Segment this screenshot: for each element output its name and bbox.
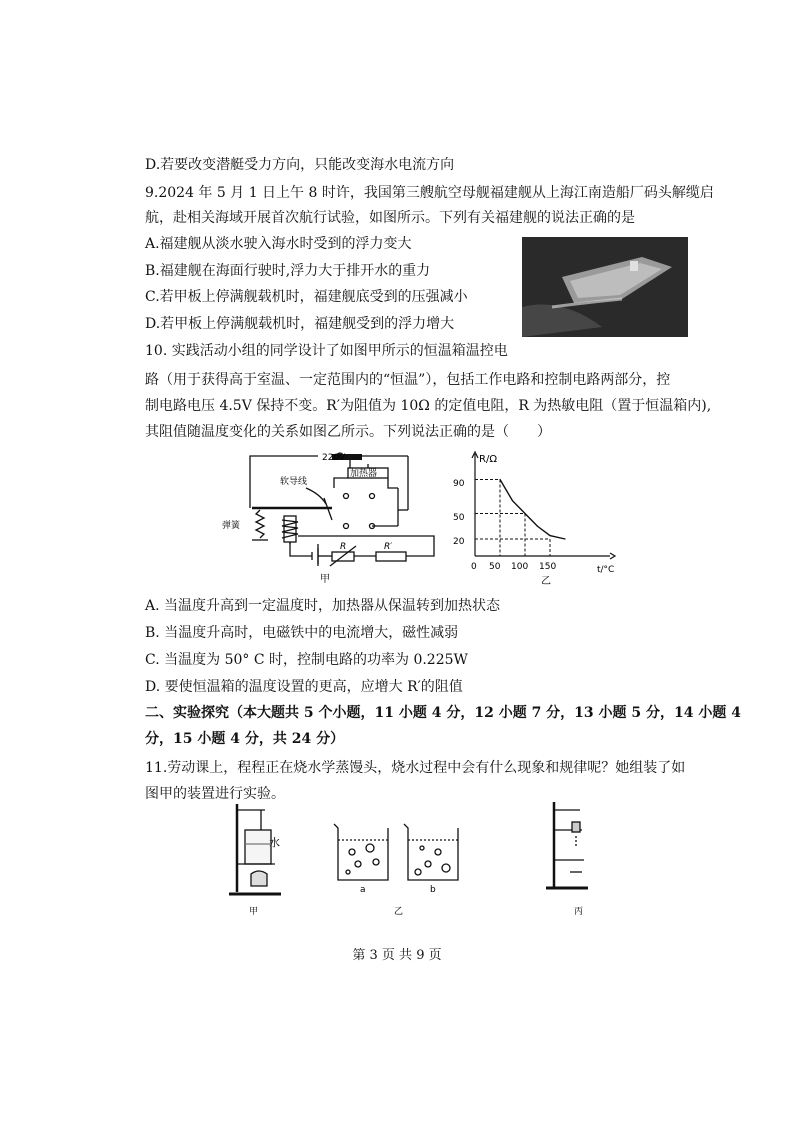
circuit-caption: 甲 bbox=[320, 574, 330, 585]
q10-option-a: A. 当温度升高到一定温度时，加热器从保温转到加热状态 bbox=[145, 598, 501, 614]
q11-stem-1: 11.劳动课上，程程正在烧水学蒸馒头，烧水过程中会有什么现象和规律呢？她组装了如 bbox=[145, 760, 686, 776]
curve-point-4 bbox=[549, 535, 550, 536]
q9-option-d: D.若甲板上停满舰载机时，福建舰受到的浮力增大 bbox=[145, 316, 455, 332]
spring-label: 弹簧 bbox=[222, 521, 241, 531]
y-tick-20: 20 bbox=[453, 537, 465, 547]
thermistor-r-label: R bbox=[340, 542, 347, 552]
resistance-curve bbox=[500, 480, 565, 540]
circuit-diagram bbox=[222, 448, 442, 588]
q8-option-d: D.若要改变潜艇受力方向，只能改变海水电流方向 bbox=[145, 157, 455, 173]
x-tick-150: 150 bbox=[539, 562, 557, 572]
aircraft-carrier-photo bbox=[522, 237, 688, 337]
figure-yi-caption: 乙 bbox=[394, 907, 404, 917]
curve-point-1 bbox=[512, 500, 513, 501]
y-axis-label: R/Ω bbox=[479, 454, 497, 465]
x-tick-100: 100 bbox=[511, 562, 529, 572]
q11-stem-2: 图甲的装置进行实验。 bbox=[145, 786, 285, 802]
q9-option-a: A.福建舰从淡水驶入海水时受到的浮力变大 bbox=[145, 236, 412, 252]
q10-option-c: C. 当温度为 50° C 时，控制电路的功率为 0.225W bbox=[145, 652, 468, 668]
x-axis-label: t/°C bbox=[597, 565, 615, 575]
curve-point-3 bbox=[537, 526, 538, 527]
water-label: 水 bbox=[269, 836, 280, 849]
graph-caption: 乙 bbox=[541, 576, 551, 587]
q9-stem-1: 9.2024 年 5 月 1 日上午 8 时许，我国第三艘航空母舰福建舰从上海江南造船厂码头解缆启 bbox=[145, 185, 714, 201]
q10-option-b: B. 当温度升高时，电磁铁中的电流增大，磁性减弱 bbox=[145, 625, 459, 641]
figure-yi-beakers bbox=[328, 818, 468, 918]
figure-bing-setup bbox=[540, 796, 600, 920]
section-2-heading-2: 分，15 小题 4 分，共 24 分） bbox=[145, 731, 345, 747]
resistance-temperature-graph bbox=[445, 448, 620, 588]
figure-jia-caption: 甲 bbox=[249, 907, 259, 917]
q10-stem-3: 制电路电压 4.5V 保持不变。R′为阻值为 10Ω 的定值电阻，R 为热敏电阻（置于恒温箱内), bbox=[145, 398, 712, 414]
q9-stem-2: 航，赴相关海域开展首次航行试验，如图所示。下列有关福建舰的说法正确的是 bbox=[145, 210, 635, 226]
curve-point-5 bbox=[564, 538, 565, 539]
guide-line-0 bbox=[475, 480, 500, 557]
q10-option-d: D. 要使恒温箱的温度设置的更高，应增大 R′的阻值 bbox=[145, 679, 463, 695]
q10-stem-4: 其阻值随温度变化的关系如图乙所示。下列说法正确的是（ ） bbox=[145, 424, 551, 440]
beaker-b-label: b bbox=[430, 885, 436, 895]
heater-label: 加热器 bbox=[350, 469, 378, 479]
q10-stem-1: 10. 实践活动小组的同学设计了如图甲所示的恒温箱温控电 bbox=[145, 343, 508, 359]
x-tick-0: 0 bbox=[471, 562, 477, 572]
figure-jia-boiling-setup bbox=[225, 800, 285, 920]
guide-line-2 bbox=[475, 539, 550, 556]
figure-bing-caption: 丙 bbox=[574, 907, 584, 917]
y-tick-90: 90 bbox=[453, 479, 465, 489]
x-tick-50: 50 bbox=[489, 562, 501, 572]
soft-wire-label: 软导线 bbox=[280, 477, 308, 487]
q9-option-c: C.若甲板上停满舰载机时，福建舰底受到的压强减小 bbox=[145, 289, 468, 305]
curve-point-0 bbox=[499, 479, 500, 480]
page-footer: 第 3 页 共 9 页 bbox=[352, 948, 442, 963]
q9-option-b: B.福建舰在海面行驶时,浮力大于排开水的重力 bbox=[145, 263, 431, 279]
section-2-heading-1: 二、实验探究（本大题共 5 个小题，11 小题 4 分，12 小题 7 分，13 小题 5 分，14 小题 4 bbox=[145, 705, 741, 721]
beaker-a-label: a bbox=[360, 885, 366, 895]
voltage-220v-label: 220V bbox=[322, 453, 346, 463]
q10-stem-2: 路（用于获得高于室温、一定范围内的“恒温”），包括工作电路和控制电路两部分，控 bbox=[145, 372, 671, 388]
resistor-r-prime-label: R′ bbox=[384, 542, 393, 552]
curve-point-2 bbox=[524, 513, 525, 514]
y-tick-50: 50 bbox=[453, 513, 465, 523]
